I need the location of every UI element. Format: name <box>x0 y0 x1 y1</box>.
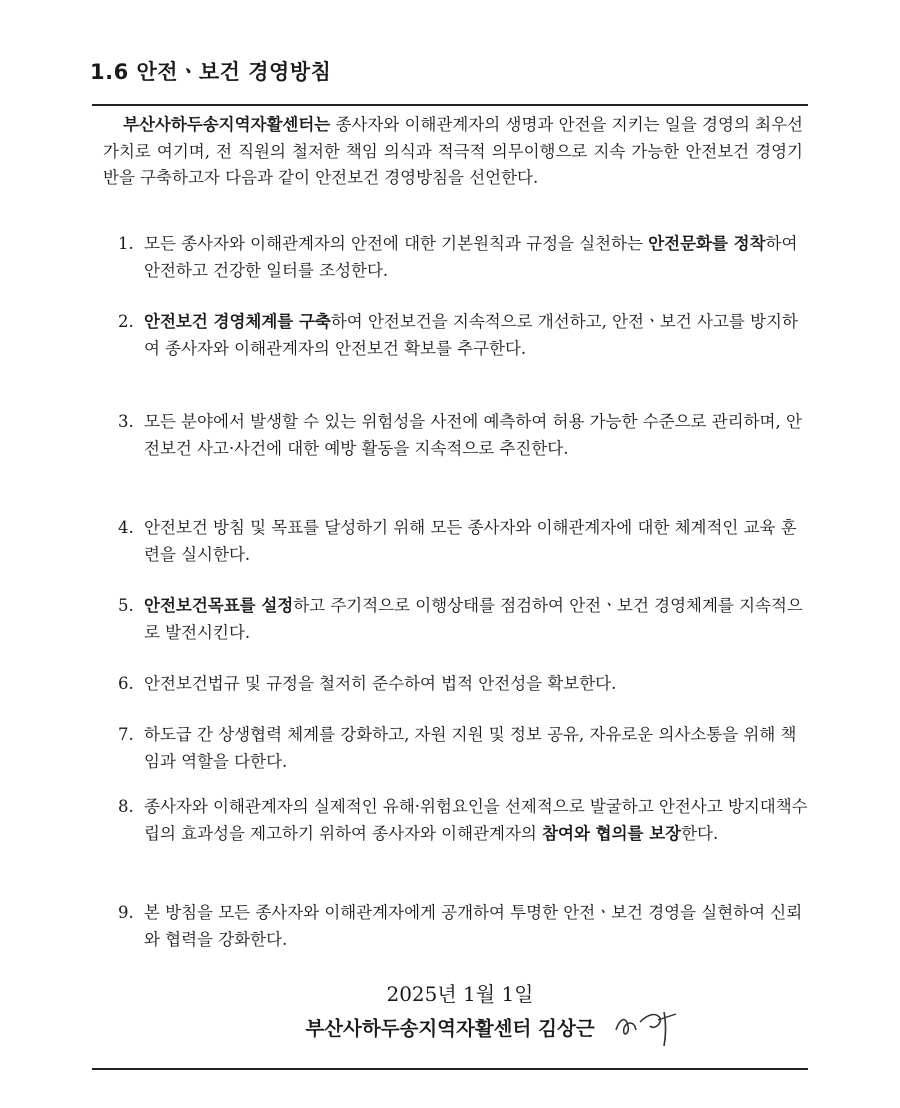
item-number: 8. <box>118 797 134 816</box>
item-text-end: 하여 안전보건을 지속적으로 개선하고, 안전ㆍ보건 사고를 방지하여 종사자와 이해관계자의 안전보건 확보를 추구한다. <box>144 312 798 358</box>
item-bold-text: 안전보건목표를 설정 <box>144 596 294 615</box>
item-number: 1. <box>118 234 134 253</box>
top-divider <box>92 104 808 106</box>
policy-item-2 <box>118 309 812 362</box>
policy-item-7 <box>118 722 812 775</box>
item-number: 5. <box>118 596 134 615</box>
item-number: 3. <box>118 412 134 431</box>
item-number: 4. <box>118 518 134 537</box>
item-text-end: 한다. <box>681 823 719 843</box>
item-number: 9. <box>118 903 134 922</box>
item-text: 모든 종사자와 이해관계자의 안전에 대한 기본원칙과 규정을 실천하는 <box>144 234 649 253</box>
item-text-end: 하고 주기적으로 이행상태를 점검하여 안전ㆍ보건 경영체계를 지속적으로 발전시킨다. <box>144 596 803 642</box>
item-number: 7. <box>118 725 134 744</box>
item-number: 6. <box>118 674 134 693</box>
item-bold-text: 안전보건 경영체계를 구축 <box>144 312 331 331</box>
handwritten-signature <box>610 1000 680 1050</box>
policy-item-5 <box>118 593 812 646</box>
section-title: 1.6 안전ㆍ보건 경영방침 <box>90 60 332 84</box>
bottom-divider <box>92 1068 808 1070</box>
policy-item-4 <box>118 515 812 568</box>
item-text: 종사자와 이해관계자의 실제적인 유해·위험요인을 선제적으로 발굴하고 안전사고 방지대책수립의 효과성을 제고하기 위하여 종사자와 이해관계자의 <box>144 797 808 843</box>
item-text: 안전보건 방침 및 목표를 달성하기 위해 모든 종사자와 이해관계자에 대한 체계적인 교육 훈련을 실시한다. <box>144 518 797 564</box>
intro-paragraph <box>103 112 803 192</box>
item-bold-text: 참여와 협의를 보장 <box>542 823 682 843</box>
item-text: 모든 분야에서 발생할 수 있는 위험성을 사전에 예측하여 허용 가능한 수준으로 관리하며, 안전보건 사고·사건에 대한 예방 활동을 지속적으로 추진한다. <box>144 412 802 458</box>
item-text: 하도급 간 상생협력 체계를 강화하고, 자원 지원 및 정보 공유, 자유로운 의사소통을 위해 책임과 역할을 다한다. <box>144 725 797 771</box>
intro-text: 종사자와 이해관계자의 생명과 안전을 지키는 일을 경영의 최우선 가치로 여기며, 전 직원의 철저한 책임 의식과 적극적 의무이행으로 지속 가능한 안전보건 경영기반을 구축하고자 다음과 같이 안전보건 경영방침을 선언한다. <box>103 115 803 187</box>
item-bold-text: 안전문화를 정착 <box>648 234 766 253</box>
policy-item-8 <box>118 794 812 847</box>
item-text-end: 하여 안전하고 건강한 일터를 조성한다. <box>144 234 798 280</box>
signatory: 부산사하두송지역자활센터 김상근 <box>305 1017 595 1040</box>
policy-item-1 <box>118 231 812 284</box>
policy-item-3 <box>118 409 812 462</box>
item-number: 2. <box>118 312 134 331</box>
declaration-date: 2025년 1월 1일 <box>386 982 534 1006</box>
item-text: 안전보건법규 및 규정을 철저히 준수하여 법적 안전성을 확보한다. <box>144 674 617 693</box>
policy-item-9 <box>118 900 812 953</box>
item-text: 본 방침을 모든 종사자와 이해관계자에게 공개하여 투명한 안전ㆍ보건 경영을 실현하여 신뢰와 협력을 강화한다. <box>144 903 803 949</box>
intro-org-name: 부산사하두송지역자활센터는 <box>123 115 331 134</box>
policy-item-6 <box>118 671 812 698</box>
